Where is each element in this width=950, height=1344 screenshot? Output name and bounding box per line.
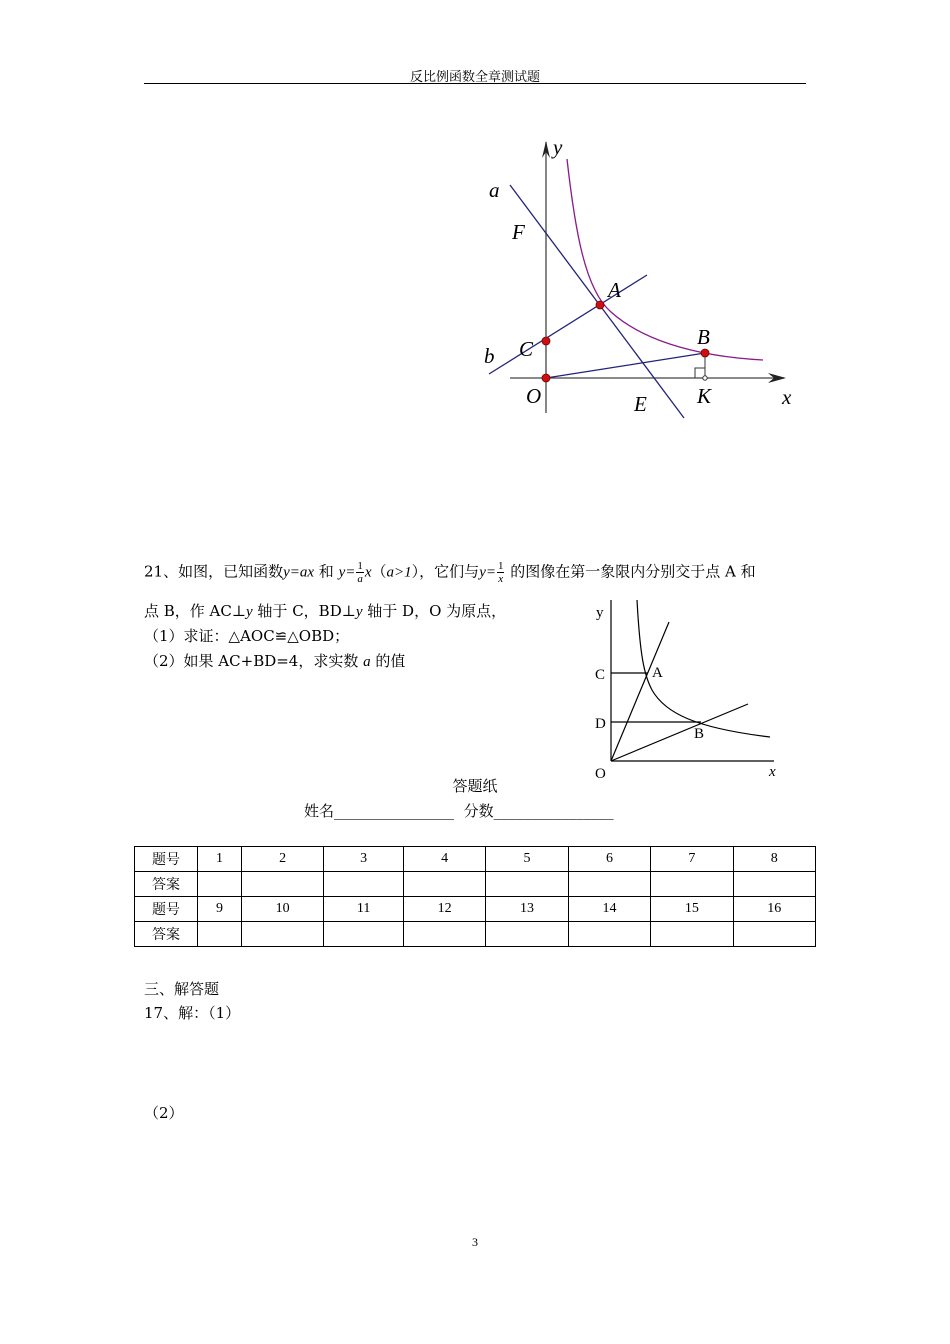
row-label: 题号 — [135, 847, 198, 872]
name-score-line — [304, 800, 614, 821]
answer-cell[interactable] — [651, 872, 733, 897]
fig1-line-b — [489, 275, 647, 374]
question-number: 14 — [568, 897, 650, 922]
fig2-label-y: y — [596, 605, 604, 621]
fig2-label-B: B — [694, 726, 705, 742]
answer-table-row-answers-2 — [135, 922, 816, 947]
fig1-label-b: b — [484, 344, 495, 368]
p21-f1: y=ax — [283, 564, 315, 581]
fig2-label-C: C — [595, 667, 606, 683]
question-number: 4 — [403, 847, 485, 872]
p21-f2-x: x — [364, 564, 372, 581]
problem-21-question-1: （1）求证：△AOC≌△OBD； — [144, 627, 350, 645]
q17-part-1: 17、解：（1） — [144, 1004, 241, 1022]
fig1-label-E: E — [634, 392, 647, 416]
fig1-label-O: O — [526, 384, 542, 408]
header-title: 反比例函数全章测试题 — [409, 70, 540, 85]
answer-cell[interactable] — [324, 922, 404, 947]
answer-table-row-answers-1 — [135, 872, 816, 897]
fig1-point-C — [542, 337, 550, 345]
answer-cell[interactable] — [198, 872, 242, 897]
problem-21-line-1: 21、如图，已知函数y=ax 和 y= $\frac{1}{a}$ x（a>1），它们与y= $\frac{1}{x}$ 的图像在第一象限内分别交于点 A 和 — [144, 560, 756, 585]
section-3-title: 三、解答题 — [144, 980, 220, 998]
fig1-point-A — [596, 301, 604, 309]
answer-cell[interactable] — [568, 922, 650, 947]
question-number: 9 — [198, 897, 242, 922]
answer-sheet-title: 答题纸 — [452, 777, 498, 795]
fig1-point-K — [703, 376, 707, 380]
fig1-label-y: y — [553, 135, 563, 159]
name-label: 姓名 — [304, 802, 335, 820]
answer-cell[interactable] — [486, 872, 568, 897]
question-number: 6 — [568, 847, 650, 872]
p21-cond-close: ），它们与 — [411, 562, 480, 581]
question-number: 12 — [403, 897, 485, 922]
fig1-label-A: A — [608, 278, 621, 302]
answer-table-row-numbers-2 — [135, 897, 816, 922]
fig1-label-a: a — [489, 178, 500, 202]
question-number: 8 — [733, 847, 815, 872]
answer-cell[interactable] — [486, 922, 568, 947]
row-label: 答案 — [135, 922, 198, 947]
question-number: 15 — [651, 897, 733, 922]
question-number: 1 — [198, 847, 242, 872]
answer-cell[interactable] — [651, 922, 733, 947]
answer-table — [134, 846, 816, 947]
answer-cell[interactable] — [733, 922, 815, 947]
q17-part-2: （2） — [144, 1104, 184, 1122]
answer-cell[interactable] — [733, 872, 815, 897]
answer-cell[interactable] — [241, 872, 323, 897]
row-label: 题号 — [135, 897, 198, 922]
fig1-point-B — [701, 349, 709, 357]
p21-fraction-1-over-a: $\frac{1}{a}$ — [357, 560, 363, 585]
fig1-label-B: B — [697, 325, 710, 349]
fig2-label-A: A — [652, 665, 663, 681]
fig1-point-O — [542, 374, 550, 382]
question-number: 2 — [241, 847, 323, 872]
p21-f2: y= — [338, 564, 356, 581]
fig1-hyperbola — [567, 159, 763, 360]
p21-and: 和 — [314, 562, 339, 581]
fig2-label-D: D — [595, 716, 606, 732]
score-blank[interactable]: ________________ — [493, 802, 614, 820]
question-number: 5 — [486, 847, 568, 872]
answer-cell[interactable] — [403, 922, 485, 947]
question-number: 7 — [651, 847, 733, 872]
p21-fraction-1-over-x: $\frac{1}{x}$ — [497, 560, 504, 585]
p21-tail: 的图像在第一象限内分别交于点 A 和 — [505, 562, 756, 581]
figure-2-graph — [580, 595, 800, 795]
fig1-label-K: K — [697, 384, 712, 408]
problem-21-line-2: 点 B，作 AC⊥y 轴于 C，BD⊥y 轴于 D，O 为原点， — [144, 602, 507, 620]
question-number: 10 — [241, 897, 323, 922]
question-number: 11 — [324, 897, 404, 922]
fig2-label-x: x — [769, 764, 776, 780]
answer-table-row-numbers-1 — [135, 847, 816, 872]
p21-intro: 21、如图，已知函数 — [144, 562, 284, 581]
score-label: 分数 — [463, 802, 494, 820]
problem-21-question-2: （2）如果 AC+BD=4，求实数 a 的值 — [144, 652, 406, 670]
fig2-label-O: O — [595, 766, 606, 782]
question-number: 13 — [486, 897, 568, 922]
question-number: 16 — [733, 897, 815, 922]
answer-cell[interactable] — [568, 872, 650, 897]
p21-f3: y= — [479, 564, 496, 581]
fig1-segment-OB — [546, 353, 705, 378]
name-blank[interactable]: ________________ — [334, 802, 455, 820]
fig1-label-F: F — [512, 220, 525, 244]
figure-1-graph — [0, 0, 950, 440]
answer-cell[interactable] — [241, 922, 323, 947]
row-label: 答案 — [135, 872, 198, 897]
page-number: 3 — [472, 1235, 478, 1249]
fig1-label-C: C — [519, 337, 534, 361]
answer-cell[interactable] — [324, 872, 404, 897]
answer-cell[interactable] — [198, 922, 242, 947]
answer-cell[interactable] — [403, 872, 485, 897]
question-number: 3 — [324, 847, 404, 872]
fig1-label-x: x — [782, 385, 792, 409]
p21-condition: a>1 — [386, 564, 412, 581]
